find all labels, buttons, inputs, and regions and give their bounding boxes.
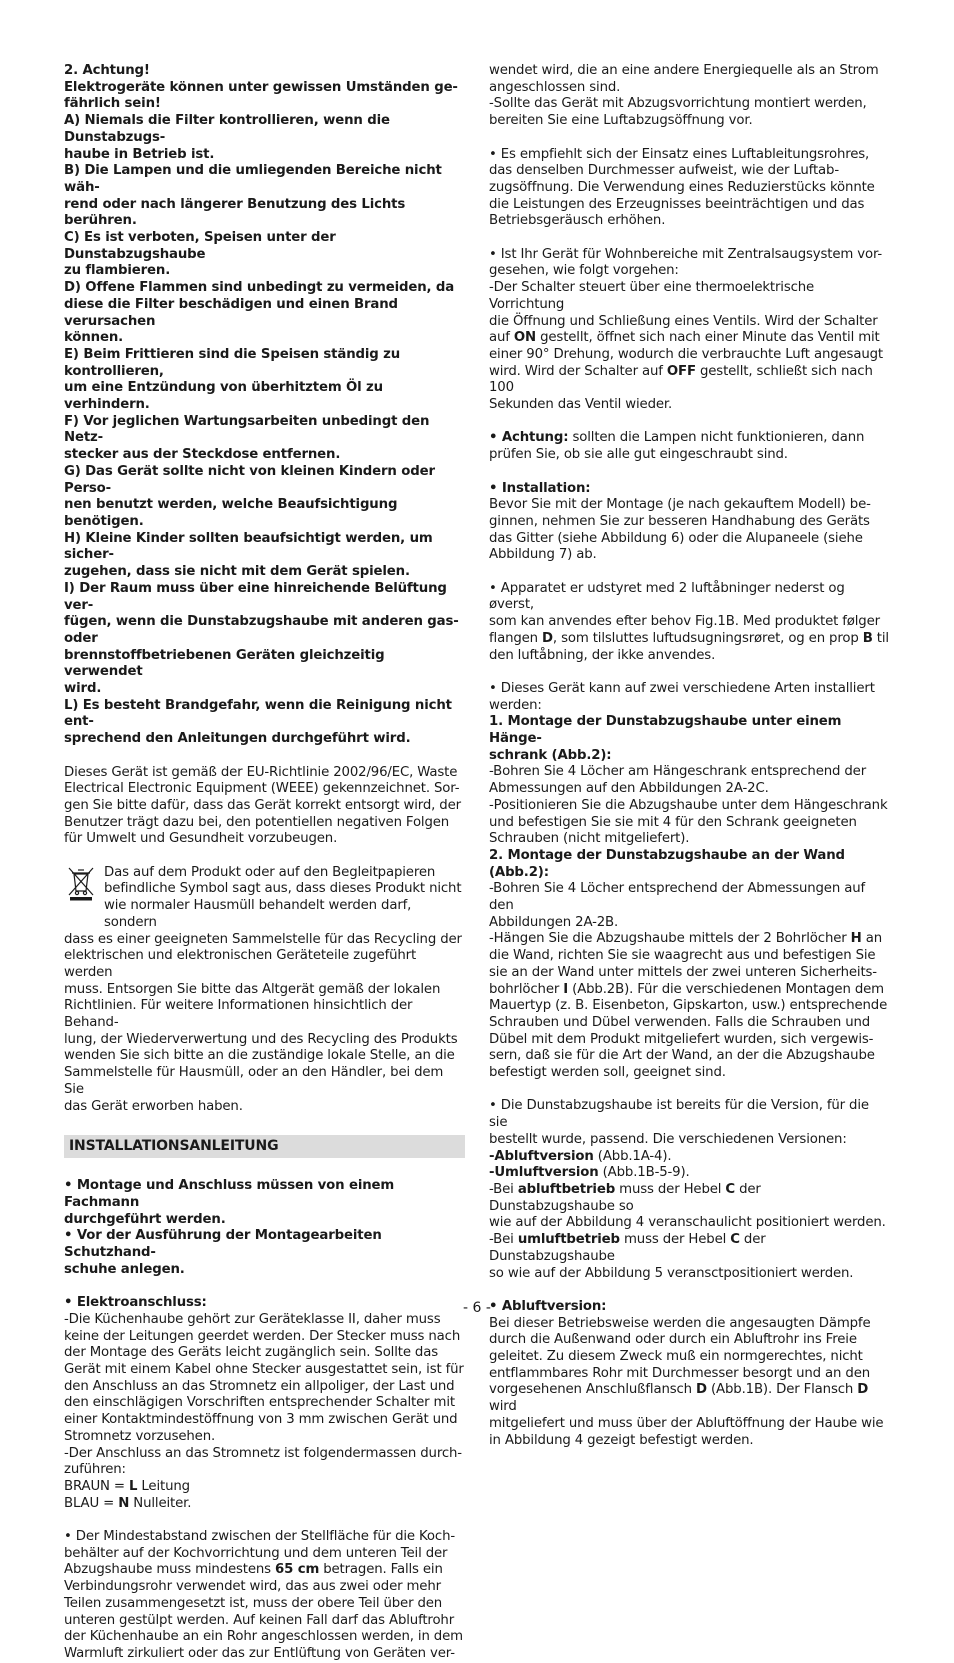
elektroanschluss-text — [64, 1312, 465, 1512]
text-line: die Öffnung und Schließung eines Ventils. Wird der Schalter — [489, 313, 878, 329]
text-line: Schrauben (nicht mitgeliefert). — [489, 831, 690, 847]
text-line: Stromnetz vorzusehen. — [64, 1428, 216, 1444]
text-line: lung, der Wiederverwertung und des Recycling des Produkts — [64, 1031, 458, 1047]
text-line: durchgeführt werden. — [64, 1211, 226, 1227]
installation-paragraph — [489, 497, 890, 564]
weee-paragraph — [64, 765, 465, 849]
text-line: die Wand, richten Sie sie waagrecht aus und befestigen Sie — [489, 948, 876, 964]
text-line: bestellt wurde, passend. Die verschiedenen Versionen: — [489, 1131, 847, 1147]
text-line: Das auf dem Produkt oder auf den Begleitpapieren — [104, 864, 436, 880]
warning-line: F) Vor jeglichen Wartungsarbeiten unbedingt den Netz- — [64, 413, 430, 446]
text-line: -Der Anschluss an das Stromnetz ist folgendermassen durch- — [64, 1445, 462, 1461]
text-line: zuführen: — [64, 1462, 126, 1478]
text-line: befestigt werden soll, geeignet sind. — [489, 1065, 726, 1081]
wire-brown: BRAUN = L Leitung — [64, 1478, 190, 1494]
text-line: flangen D, som tilsluttes luftudsugningsrøret, og en prop B til — [489, 630, 889, 646]
text-line: die Leistungen des Erzeugnisses beeinträchtigen und das — [489, 196, 865, 212]
warning-line: zugehen, dass sie nicht mit dem Gerät spielen. — [64, 564, 410, 580]
text-line: das Gerät erworben haben. — [64, 1098, 243, 1114]
text-line: wie auf der Abbildung 4 veranschaulicht positioniert werden. — [489, 1215, 886, 1231]
text-line: elektrischen und elektronischen Geräteteile zugeführt werden — [64, 948, 417, 980]
text-line: den luftåbning, der ikke anvendes. — [489, 647, 716, 663]
installation-heading: • Installation: — [489, 480, 591, 496]
text-line: -Bei umluftbetrieb muss der Hebel C der Dunstabzugshaube — [489, 1232, 766, 1264]
text-line: wie normaler Hausmüll behandelt werden darf, sondern — [104, 898, 412, 930]
text-line: som kan anvendes efter behov Fig.1B. Med produktet følger — [489, 614, 880, 630]
text-line: Abbildungen 2A-2B. — [489, 914, 619, 930]
text-line: prüfen Sie, ob sie alle gut eingeschraubt sind. — [489, 447, 788, 463]
page-number: - 6 - — [463, 1300, 491, 1316]
text-line: • Apparatet er udstyret med 2 luftåbninger nederst og øverst, — [489, 580, 845, 613]
text-line: sern, daß sie für die Art der Wand, an der die Abzugshaube — [489, 1048, 875, 1064]
versionen-paragraph — [489, 1098, 890, 1282]
warning-line: G) Das Gerät sollte nicht von kleinen Kindern oder Perso- — [64, 463, 435, 496]
weee-symbol-paragraph — [64, 865, 465, 1116]
text-line: wendet wird, die an eine andere Energiequelle als an Strom — [489, 63, 879, 78]
warning-line: H) Kleine Kinder sollten beaufsichtigt werden, um sicher- — [64, 530, 433, 563]
text-line: • Die Dunstabzugshaube ist bereits für die Version, für die sie — [489, 1098, 869, 1131]
warning-line: haube in Betrieb ist. — [64, 146, 215, 162]
text-line: Dieses Gerät ist gemäß der EU-Richtlinie 2002/96/EC, Waste — [64, 764, 458, 780]
text-line: angeschlossen sind. — [489, 79, 621, 95]
warning-line: rend oder nach längerer Benutzung des Lichts berühren. — [64, 196, 406, 229]
text-line: für Umwelt und Gesundheit vorzubeugen. — [64, 831, 338, 847]
wire-blue: BLAU = N Nulleiter. — [64, 1495, 192, 1511]
installation-notice — [64, 1178, 465, 1278]
montage-2-heading: 2. Montage der Dunstabzugshaube an der Wand (Abb.2): — [489, 847, 845, 880]
warning-line: Elektrogeräte können unter gewissen Umständen ge- — [64, 79, 458, 95]
text-line: -Bohren Sie 4 Löcher am Hängeschrank entsprechend der — [489, 764, 867, 780]
text-line: gen Sie bitte dafür, dass das Gerät korrekt entsorgt wird, der — [64, 797, 461, 813]
text-line: der Montage des Geräts leicht zugänglich sein. Sollte das — [64, 1345, 439, 1361]
left-column — [64, 63, 465, 1663]
text-line: das Gitter (siehe Abbildung 6) oder die Alupaneele (siehe — [489, 530, 863, 546]
warning-line: brennstoffbetriebenen Geräten gleichzeitig verwendet — [64, 647, 385, 680]
abluftversion-heading: • Abluftversion: — [489, 1298, 607, 1314]
warning-line: I) Der Raum muss über eine hinreichende Belüftung ver- — [64, 580, 447, 613]
text-line: -Hängen Sie die Abzugshaube mittels der 2 Bohrlöcher H an — [489, 931, 882, 947]
version-item: -Umluftversion (Abb.1B-5-9). — [489, 1165, 690, 1181]
text-line: Warmluft zirkuliert oder das zur Entlüftung von Geräten ver- — [64, 1645, 455, 1661]
text-line: behälter auf der Kochvorrichtung und dem unteren Teil der — [64, 1545, 448, 1561]
text-line: Abzugshaube muss mindestens 65 cm betragen. Falls ein — [64, 1562, 443, 1578]
warning-line: A) Niemals die Filter kontrollieren, wenn die Dunstabzugs- — [64, 113, 390, 145]
warning-line: nen benutzt werden, welche Beaufsichtigung benötigen. — [64, 497, 398, 529]
text-line: -Die Küchenhaube gehört zur Geräteklasse II, daher muss — [64, 1311, 441, 1327]
text-line: Sammelstelle für Hausmüll, oder an den Händler, bei dem Sie — [64, 1065, 444, 1097]
warning-line: fügen, wenn die Dunstabzugshaube mit anderen gas- oder — [64, 614, 459, 646]
montage-1-heading: 1. Montage der Dunstabzugshaube unter einem Hänge- — [489, 714, 842, 747]
warning-line: sprechend den Anleitungen durchgeführt wird. — [64, 731, 411, 747]
text-line: • Der Mindestabstand zwischen der Stellfläche für die Koch- — [64, 1529, 455, 1544]
elektroanschluss-heading: • Elektroanschluss: — [64, 1295, 207, 1311]
warning-line: B) Die Lampen und die umliegenden Bereiche nicht wäh- — [64, 163, 442, 195]
warning-line: E) Beim Frittieren sind die Speisen ständig zu kontrollieren, — [64, 346, 401, 379]
text-line: und befestigen Sie sie mit 4 für den Schrank geeigneten — [489, 814, 857, 830]
text-line: Mauertyp (z. B. Eisenbeton, Gipskarton, usw.) entsprechende — [489, 998, 888, 1014]
text-line: der Küchenhaube an ein Rohr angeschlossen werden, in dem — [64, 1629, 463, 1645]
text-line: muss. Entsorgen Sie bitte das Altgerät gemäß der lokalen — [64, 981, 441, 997]
text-line: das denselben Durchmesser aufweist, wie der Luftab- — [489, 163, 839, 179]
text-line: bereiten Sie eine Luftabzugsöffnung vor. — [489, 113, 753, 129]
achtung-lampen-paragraph — [489, 430, 890, 463]
text-line: Verbindungsrohr verwendet wird, das aus zwei oder mehr — [64, 1579, 441, 1595]
text-line: befindliche Symbol sagt aus, dass dieses Produkt nicht — [104, 881, 462, 897]
text-line: vorgesehenen Anschlußflansch D (Abb.1B). Der Flansch D wird — [489, 1382, 869, 1415]
text-line: sie an der Wand unter mittels der zwei unteren Sicherheits- — [489, 964, 877, 980]
section-heading: INSTALLATIONSANLEITUNG — [64, 1135, 465, 1158]
text-line: einer 90° Drehung, wodurch die verbrauchte Luft angesaugt — [489, 346, 883, 362]
text-line: -Positionieren Sie die Abzugshaube unter dem Hängeschrank — [489, 797, 888, 813]
text-line: -Bei abluftbetrieb muss der Hebel C der Dunstabzugshaube so — [489, 1182, 761, 1214]
warning-line: zu flambieren. — [64, 263, 171, 279]
text-line: durch die Außenwand oder durch ein Abluftrohr ins Freie — [489, 1332, 857, 1348]
text-line: • Achtung: sollten die Lampen nicht funktionieren, dann — [489, 430, 865, 446]
warning-title: 2. Achtung! — [64, 63, 150, 78]
warning-block — [64, 63, 465, 748]
text-line: den Anschluss an das Stromnetz ein allpoliger, der Last und — [64, 1378, 455, 1394]
text-line: Abmessungen auf den Abbildungen 2A-2C. — [489, 781, 769, 797]
text-line: einer Kontaktmindestöffnung von 3 mm zwischen Gerät und — [64, 1412, 458, 1428]
luftrohr-paragraph — [489, 147, 890, 231]
text-line: gesehen, wie folgt vorgehen: — [489, 263, 679, 279]
text-line: • Vor der Ausführung der Montagearbeiten Schutzhand- — [64, 1228, 382, 1261]
text-line: dass es einer geeigneten Sammelstelle für das Recycling der — [64, 931, 462, 947]
text-line: • Montage und Anschluss müssen von einem Fachmann — [64, 1178, 395, 1210]
text-line: • Dieses Gerät kann auf zwei verschiedene Arten installiert — [489, 680, 875, 696]
text-line: wenden Sie sich bitte an die zuständige lokale Stelle, an die — [64, 1048, 455, 1064]
text-line: Schrauben und Dübel verwenden. Falls die Schrauben und — [489, 1014, 871, 1030]
text-line: -Der Schalter steuert über eine thermoelektrische Vorrichtung — [489, 280, 815, 312]
text-line: bohrlöcher I (Abb.2B). Für die verschiedenen Montagen dem — [489, 981, 884, 997]
text-line: Richtlinien. Für weitere Informationen hinsichtlich der Behand- — [64, 998, 413, 1031]
zentralsaug-paragraph — [489, 247, 890, 414]
text-line: Electrical Electronic Equipment (WEEE) gekennzeichnet. Sor- — [64, 781, 460, 797]
montage-arten-paragraph — [489, 681, 890, 1082]
text-line: unteren gestülpt werden. Auf keinen Fall darf das Abluftrohr — [64, 1612, 455, 1628]
mindestabstand-paragraph — [64, 1529, 465, 1663]
continuation-paragraph — [489, 63, 890, 130]
montage-1-heading: schrank (Abb.2): — [489, 747, 612, 763]
text-line: • Es empfiehlt sich der Einsatz eines Luftableitungsrohres, — [489, 146, 870, 162]
text-line: schuhe anlegen. — [64, 1261, 185, 1277]
text-line: Sekunden das Ventil wieder. — [489, 397, 673, 413]
warning-line: stecker aus der Steckdose entfernen. — [64, 447, 341, 463]
text-line: Gerät mit einem Kabel ohne Stecker ausgestattet sein, ist für — [64, 1361, 464, 1377]
abluftversion-paragraph — [489, 1316, 890, 1450]
warning-line: fährlich sein! — [64, 96, 161, 112]
text-line: Teilen zusammengesetzt ist, muss der obere Teil über den — [64, 1595, 443, 1611]
text-line: Bevor Sie mit der Montage (je nach gekauftem Modell) be- — [489, 497, 871, 513]
warning-line: können. — [64, 330, 124, 346]
luftaabning-paragraph — [489, 581, 890, 665]
text-line: Benutzer trägt dazu bei, den potentiellen negativen Folgen — [64, 814, 450, 830]
warning-line: D) Offene Flammen sind unbedingt zu vermeiden, da — [64, 280, 455, 296]
text-line: -Bohren Sie 4 Löcher entsprechend der Abmessungen auf den — [489, 881, 866, 914]
text-line: Bei dieser Betriebsweise werden die angesaugten Dämpfe — [489, 1315, 871, 1331]
warning-line: C) Es ist verboten, Speisen unter der Dunstabzugshaube — [64, 230, 336, 262]
text-line: Abbildung 7) ab. — [489, 547, 597, 563]
text-line: entflammbares Rohr mit Durchmesser besorgt und an den — [489, 1365, 870, 1381]
right-column — [489, 63, 890, 1449]
warning-line: diese die Filter beschädigen und einen Brand verursachen — [64, 296, 398, 329]
warning-line: L) Es besteht Brandgefahr, wenn die Reinigung nicht ent- — [64, 697, 452, 730]
warning-line: um eine Entzündung von überhitztem Öl zu verhindern. — [64, 380, 383, 413]
text-line: -Sollte das Gerät mit Abzugsvorrichtung montiert werden, — [489, 96, 867, 112]
text-line: den einschlägigen Vorschriften entsprechender Schalter mit — [64, 1395, 455, 1411]
text-line: in Abbildung 4 gezeigt befestigt werden. — [489, 1432, 754, 1448]
text-line: Betriebsgeräusch erhöhen. — [489, 213, 666, 229]
warning-line: wird. — [64, 681, 102, 697]
crossed-out-wheelie-bin-icon — [64, 865, 98, 899]
text-line: • Ist Ihr Gerät für Wohnbereiche mit Zentralsaugsystem vor- — [489, 246, 883, 262]
text-line: ginnen, nehmen Sie zur besseren Handhabung des Geräts — [489, 513, 870, 529]
text-line: Dübel mit dem Produkt mitgeliefert wurden, sich vergewis- — [489, 1031, 874, 1047]
text-line: auf ON gestellt, öffnet sich nach einer Minute das Ventil mit — [489, 330, 880, 346]
text-line: keine der Leitungen geerdet werden. Der Stecker muss nach — [64, 1328, 461, 1344]
text-line: so wie auf der Abbildung 5 veransctpositioniert werden. — [489, 1265, 854, 1281]
text-line: mitgeliefert und muss über der Abluftöffnung der Haube wie — [489, 1415, 884, 1431]
text-line: geleitet. Zu diesem Zweck muß ein normgerechtes, nicht — [489, 1349, 863, 1365]
text-line: wird. Wird der Schalter auf OFF gestellt, schließt sich nach 100 — [489, 363, 873, 396]
version-item: -Abluftversion (Abb.1A-4). — [489, 1148, 672, 1164]
text-line: werden: — [489, 697, 542, 713]
text-line: zugsöffnung. Die Verwendung eines Reduzierstücks könnte — [489, 179, 875, 195]
